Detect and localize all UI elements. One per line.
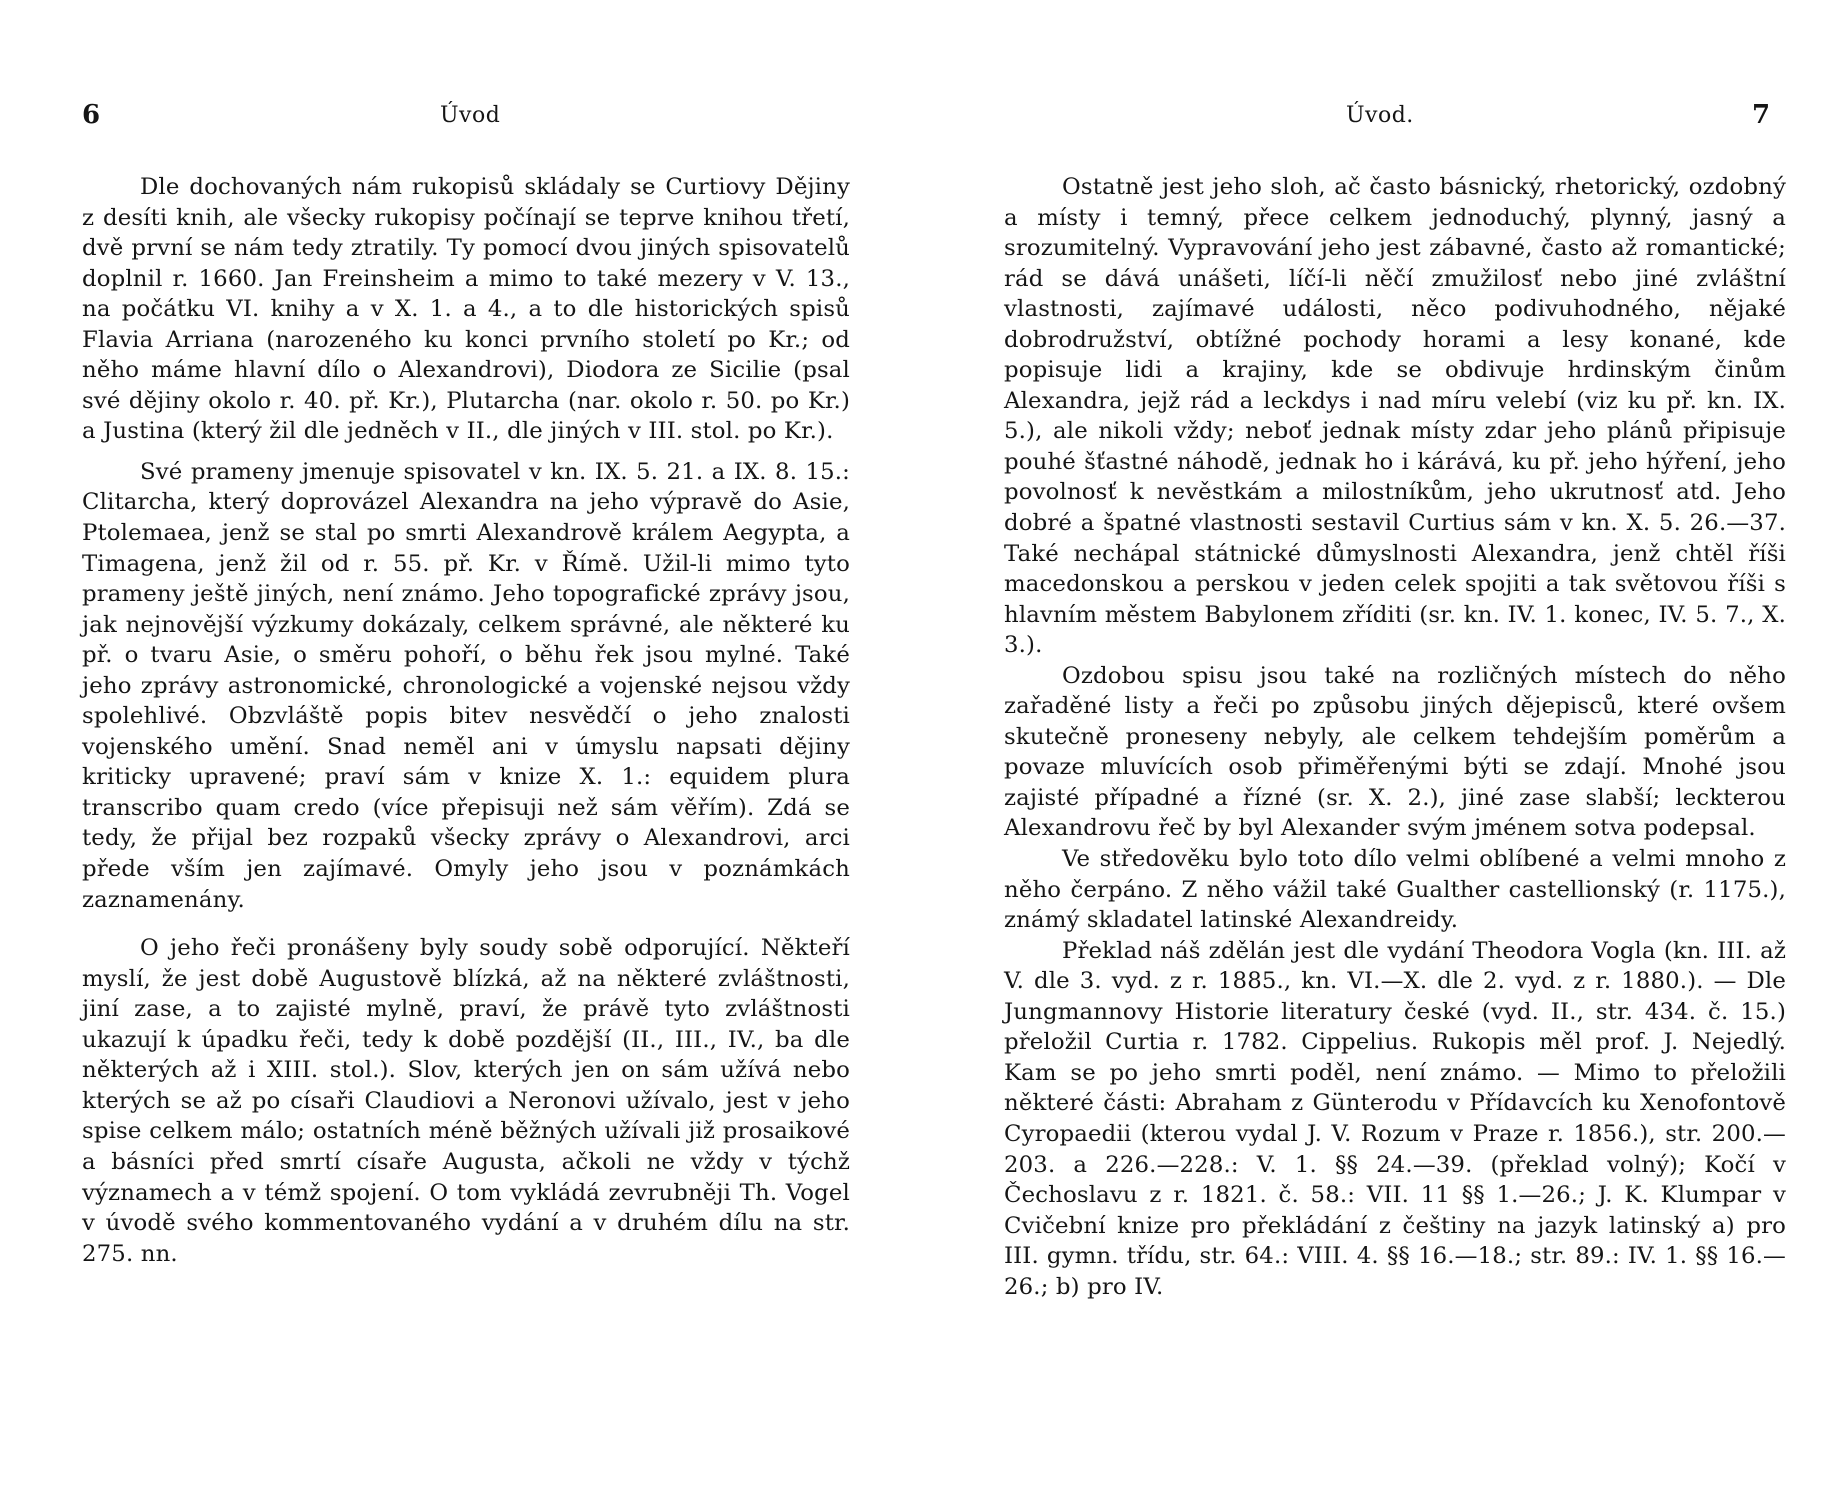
page-number: 7 — [1752, 100, 1771, 130]
paragraph: Ozdobou spisu jsou také na rozličných místech do něho zařaděné listy a řeči po způsobu jiných dějepisců, které ovšem skutečně proneseny nebyly, ale celkem tehdejším poměrům a povaze mluvících osob přiměřenými býti se zdají. Mnohé jsou zajisté případné a řízné (sr. X. 2.), jiné zase slabší; leckterou Alexandrovu řeč by byl Alexander svým jménem sotva podepsal. — [1004, 662, 1786, 842]
page-number: 6 — [82, 100, 101, 130]
right-page — [916, 0, 1832, 1500]
paragraph: Své prameny jmenuje spisovatel v kn. IX. 5. 21. a IX. 8. 15.: Clitarcha, který doprovázel Alexandra na jeho výpravě do Asie, Ptolemaea, jenž se stal po smrti Alexandrově králem Aegypta, a Timagena, jenž žil od r. 55. př. Kr. v Římě. Užil-li mimo tyto prameny ještě jiných, není známo. Jeho topografické zprávy jsou, jak nejnovější výzkumy dokázaly, celkem správné, ale některé ku př. o tvaru Asie, o směru pohoří, o běhu řek jsou mylné. Také jeho zprávy astronomické, chronologické a vojenské nejsou vždy spolehlivé. Obzvláště popis bitev nesvědčí o jeho znalosti vojenského umění. Snad neměl ani v úmyslu napsati dějiny kriticky upravené; praví sám v knize X. 1.: equidem plura transcribo quam credo (více přepisuji než sám věřím). Zdá se tedy, že přijal bez rozpaků všecky zprávy o Alexandrovi, arci přede vším jen zajímavé. Omyly jeho jsou v poznámkách zaznamenány. — [82, 458, 850, 913]
paragraph: O jeho řeči pronášeny byly soudy sobě odporující. Někteří myslí, že jest době Augustově blízká, až na některé zvláštnosti, jiní zase, a to zajisté mylně, praví, že právě tyto zvláštnosti ukazují k úpadku řeči, tedy k době pozdější (II., III., IV., ba dle některých až i XIII. stol.). Slov, kterých jen on sám užívá nebo kterých se až po císaři Claudiovi a Neronovi užívalo, jest v jeho spise celkem málo; ostatních méně běžných užívali již prosaikové a básníci před smrtí císaře Augusta, ačkoli ne vždy v týchž významech a v témž spojení. O tom vykládá zevrubněji Th. Vogel v úvodě svého kommentovaného vydání a v druhém dílu na str. 275. nn. — [82, 935, 850, 1267]
paragraph: Překlad náš zdělán jest dle vydání Theodora Vogla (kn. III. až V. dle 3. vyd. z r. 1885., kn. VI.—X. dle 2. vyd. z r. 1880.). — Dle Jungmannovy Historie literatury české (vyd. II., str. 434. č. 15.) přeložil Curtia r. 1782. Cippelius. Rukopis měl prof. J. Nejedlý. Kam se po jeho smrti poděl, není známo. — Mimo to přeložili některé části: Abraham z Günterodu v Přídavcích ku Xenofontově Cyropaedii (kterou vydal J. V. Rozum v Praze r. 1856.), str. 200.—203. a 226.—228.: V. 1. §§ 24.—39. (překlad volný); Kočí v Čechoslavu z r. 1821. č. 58.: VII. 11 §§ 1.—26.; J. K. Klumpar v Cvičební knize pro překládání z češtiny na jazyk latinský a) pro III. gymn. třídu, str. 64.: VIII. 4. §§ 16.—18.; str. 89.: IV. 1. §§ 16.—26.; b) pro IV. — [1004, 937, 1786, 1300]
paragraph: Dle dochovaných nám rukopisů skládaly se Curtiovy Dějiny z desíti knih, ale všecky rukopisy počínají se teprve knihou třetí, dvě první se nám tedy ztratily. Ty pomocí dvou jiných spisovatelů doplnil r. 1660. Jan Freinsheim a mimo to také mezery v V. 13., na počátku VI. knihy a v X. 1. a 4., a to dle historických spisů Flavia Arriana (narozeného ku konci prvního století po Kr.; od něho máme hlavní dílo o Alexandrovi), Diodora ze Sicilie (psal své dějiny okolo r. 40. př. Kr.), Plutarcha (nar. okolo r. 50. po Kr.) a Justina (který žil dle jedněch v II., dle jiných v III. stol. po Kr.). — [82, 174, 850, 445]
page-body — [1004, 172, 1786, 1302]
page-body — [82, 172, 850, 1269]
running-head: Úvod. — [1346, 103, 1414, 128]
paragraph: Ostatně jest jeho sloh, ač často básnický, rhetorický, ozdobný a místy i temný, přece celkem jednoduchý, plynný, jasný a srozumitelný. Vypravování jeho jest zábavné, často až romantické; rád se dává unášeti, líčí-li něčí zmužilosť nebo jiné zvláštní vlastnosti, zajímavé události, něco podivuhodného, nějaké dobrodružství, obtížné pochody horami a lesy konané, kde popisuje lidi a krajiny, kde se obdivuje hrdinským činům Alexandra, jejž rád a leckdys i nad míru velebí (viz ku př. kn. IX. 5.), ale nikoli vždy; neboť jednak místy zdar jeho plánů připisuje pouhé šťastné náhodě, jednak ho i kárává, ku př. jeho hýření, jeho povolnosť k nevěstkám a milostníkům, jeho ukrutnosť atd. Jeho dobré a špatné vlastnosti sestavil Curtius sám v kn. X. 5. 26.—37. Také nechápal státnické důmyslnosti Alexandra, jenž chtěl říši macedonskou a perskou v jeden celek spojiti a tak světovou říši s hlavním městem Babylonem zříditi (sr. kn. IV. 1. konec, IV. 5. 7., X. 3.). — [1004, 174, 1786, 659]
running-head: Úvod — [440, 103, 501, 128]
paragraph: Ve středověku bylo toto dílo velmi oblíbené a velmi mnoho z něho čerpáno. Z něho vážil také Gualther castellionský (r. 1175.), známý skladatel latinské Alexandreidy. — [1004, 846, 1786, 934]
